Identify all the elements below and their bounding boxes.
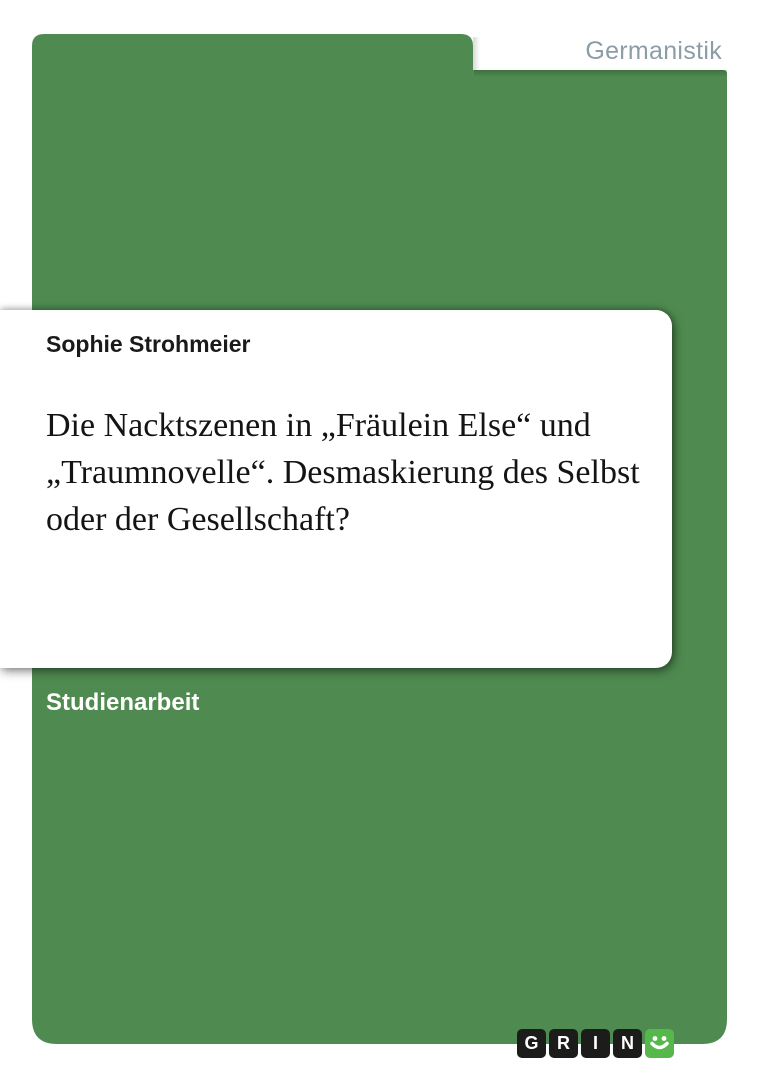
logo-letter-tile: I — [581, 1029, 610, 1058]
book-title-line: „Traumnovelle“. Desmaskierung des Selbst — [46, 454, 640, 491]
grin-logo — [517, 1029, 674, 1058]
document-type-badge: Studienarbeit — [46, 689, 200, 716]
tab-edge-shadow — [473, 37, 480, 70]
book-title-line: Die Nacktszenen in „Fräulein Else“ und — [46, 407, 591, 444]
book-title — [46, 402, 672, 543]
logo-letter-tile: N — [613, 1029, 642, 1058]
category-label: Germanistik — [585, 37, 722, 65]
title-card — [0, 310, 672, 668]
smiley-icon — [645, 1029, 674, 1058]
top-strip-shadow — [474, 70, 727, 77]
logo-smiley-tile — [645, 1029, 674, 1058]
author-name: Sophie Strohmeier — [46, 331, 251, 357]
logo-letter-tile: R — [549, 1029, 578, 1058]
logo-letter-tile: G — [517, 1029, 546, 1058]
book-title-line: oder der Gesellschaft? — [46, 501, 350, 538]
